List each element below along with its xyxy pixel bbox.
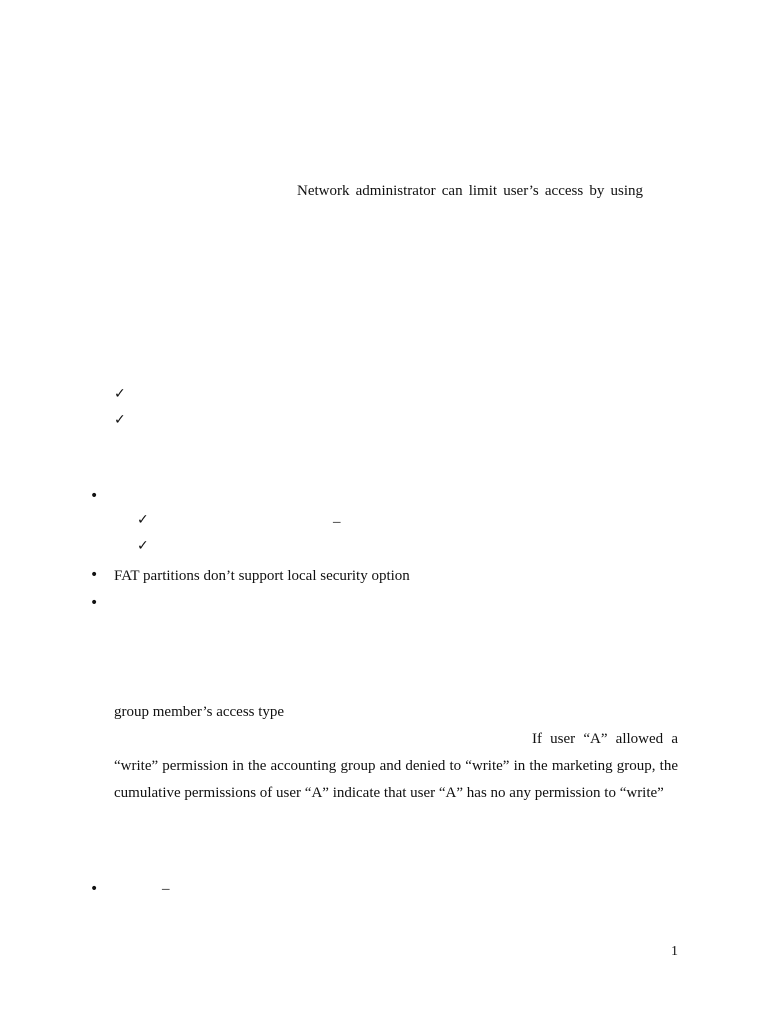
checkmark-icon: ✓ bbox=[114, 412, 126, 428]
bullet-icon: • bbox=[90, 881, 99, 897]
paragraph-line-3: cumulative permissions of user “A” indicate that user “A” has no any permission to “write” bbox=[114, 785, 664, 801]
bullet-icon: • bbox=[90, 567, 99, 583]
checkmark-icon: ✓ bbox=[137, 538, 149, 554]
checkmark-icon: ✓ bbox=[137, 512, 149, 528]
intro-line: Network administrator can limit user’s access by using bbox=[297, 183, 643, 199]
group-access-line: group member’s access type bbox=[114, 704, 285, 720]
paragraph-line-1: If user “A” allowed a bbox=[532, 731, 678, 747]
fat-partitions-text: FAT partitions don’t support local security option bbox=[114, 568, 410, 584]
bullet-icon: • bbox=[90, 595, 99, 611]
page-number: 1 bbox=[671, 944, 678, 959]
dash-mark: – bbox=[333, 514, 341, 530]
paragraph-line-2: “write” permission in the accounting group and denied to “write” in the marketing group, the bbox=[114, 758, 678, 774]
checkmark-icon: ✓ bbox=[114, 386, 126, 402]
dash-mark: – bbox=[162, 881, 170, 897]
bullet-icon: • bbox=[90, 488, 99, 504]
